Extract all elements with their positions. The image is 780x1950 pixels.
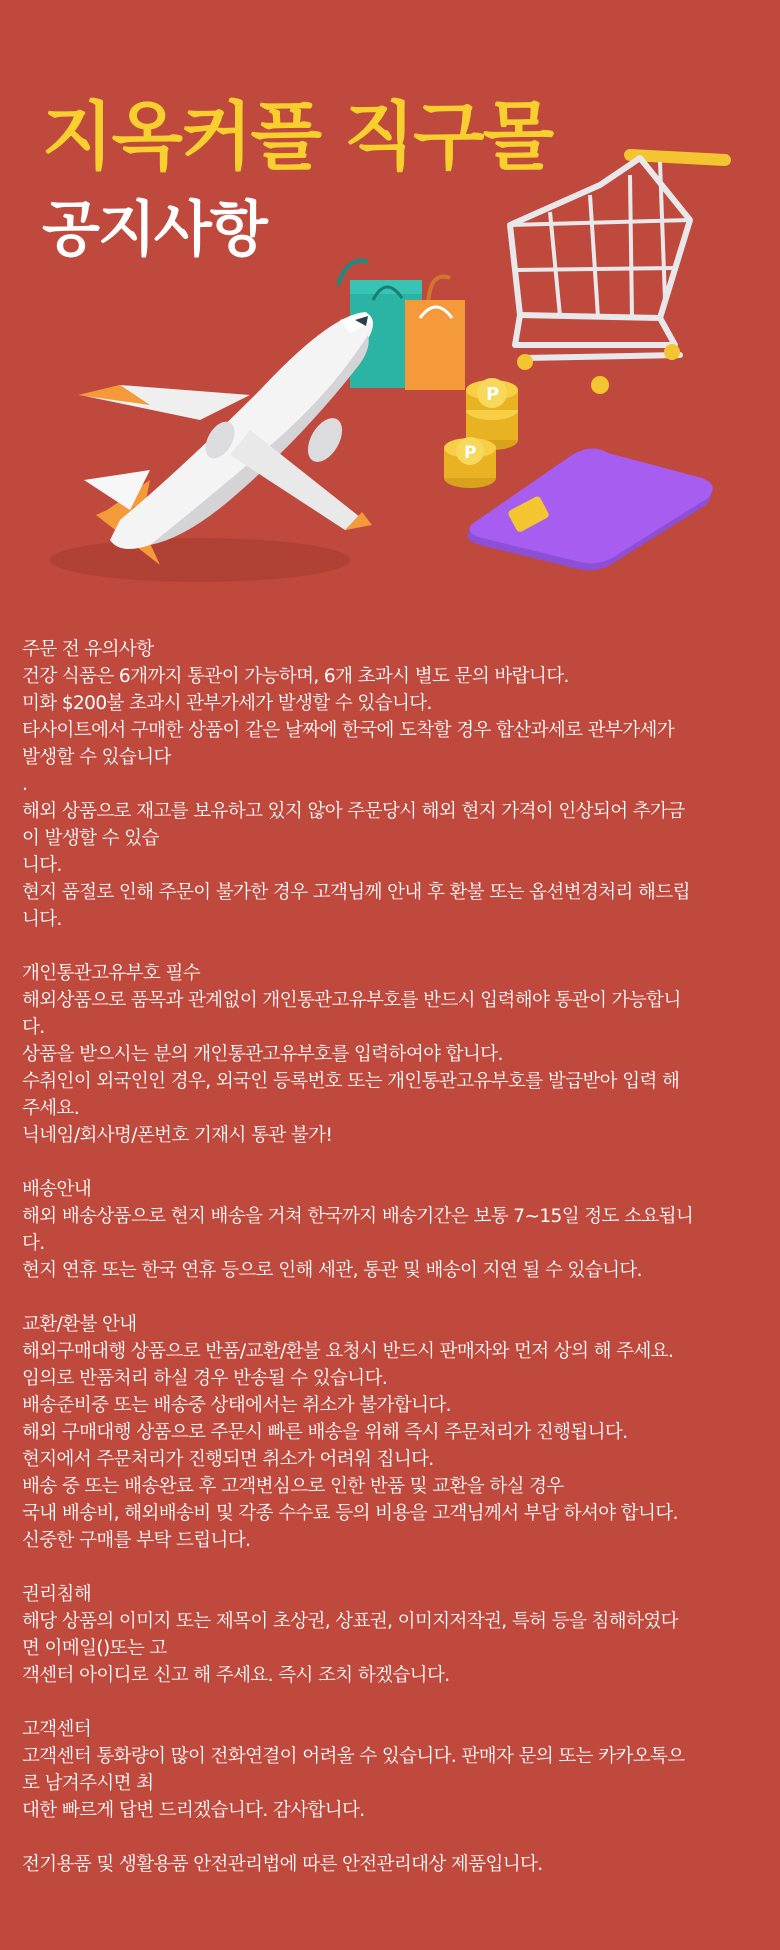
notice-line: 현지에서 주문처리가 진행되면 취소가 어려워 집니다. xyxy=(22,1449,434,1470)
notice-line: 상품을 받으시는 분의 개인통관고유부호를 입력하여야 합니다. xyxy=(22,1044,503,1065)
credit-card-icon xyxy=(468,448,713,570)
section-heading: 배송안내 xyxy=(22,1179,92,1200)
notice-line: 미화 $200불 초과시 관부가세가 발생할 수 있습니다. xyxy=(22,693,432,714)
section-spacer xyxy=(22,1689,766,1716)
section-heading: 권리침해 xyxy=(22,1584,92,1605)
notice-line: 이 발생할 수 있습 xyxy=(22,828,159,849)
notice-section xyxy=(22,1851,766,1878)
section-spacer xyxy=(22,1824,766,1851)
notice-section xyxy=(22,960,766,1149)
notice-line: 다. xyxy=(22,1017,45,1038)
coin-letter: P xyxy=(464,443,477,463)
section-heading: 개인통관고유부호 필수 xyxy=(22,963,200,984)
notice-line: 해외 상품으로 재고를 보유하고 있지 않아 주문당시 해외 현지 가격이 인상되어 추가금 xyxy=(22,801,685,822)
notice-line: 배송준비중 또는 배송중 상태에서는 취소가 불가합니다. xyxy=(22,1395,451,1416)
section-heading: 전기용품 및 생활용품 안전관리법에 따른 안전관리대상 제품입니다. xyxy=(22,1854,543,1875)
section-heading: 고객센터 xyxy=(22,1719,92,1740)
notice-line: 로 남겨주시면 최 xyxy=(22,1773,154,1794)
notice-line: . xyxy=(22,774,28,795)
notice-line: 대한 빠르게 답변 드리겠습니다. 감사합니다. xyxy=(22,1800,365,1821)
notice-line: 객센터 아이디로 신고 해 주세요. 즉시 조치 하겠습니다. xyxy=(22,1665,450,1686)
section-spacer xyxy=(22,1284,766,1311)
notice-line: 해외 배송상품으로 현지 배송을 거쳐 한국까지 배송기간은 보통 7~15일 정도 소요됩니 xyxy=(22,1206,694,1227)
notice-line: 발생할 수 있습니다 xyxy=(22,747,171,768)
notice-line: 해외구매대행 상품으로 반품/교환/환불 요청시 반드시 판매자와 먼저 상의 해 주세요. xyxy=(22,1341,674,1362)
notice-line: 해외 구매대행 상품으로 주문시 빠른 배송을 위해 즉시 주문처리가 진행됩니다. xyxy=(22,1422,628,1443)
shopping-cart-icon xyxy=(510,155,725,394)
notice-line: 타사이트에서 구매한 상품이 같은 날짜에 한국에 도착할 경우 합산과세로 관부가세가 xyxy=(22,720,675,741)
notice-line: 임의로 반품처리 하실 경우 반송될 수 있습니다. xyxy=(22,1368,388,1389)
airplane-icon xyxy=(78,312,373,565)
banner-title: 지옥커플 직구몰 xyxy=(42,94,553,180)
notice-line: 건강 식품은 6개까지 통관이 가능하며, 6개 초과시 별도 문의 바랍니다. xyxy=(22,666,569,687)
notice-line: 수취인이 외국인인 경우, 외국인 등록번호 또는 개인통관고유부호를 발급받아 입력 해 xyxy=(22,1071,680,1092)
notice-line: 니다. xyxy=(22,909,62,930)
notice-line: 신중한 구매를 부탁 드립니다. xyxy=(22,1530,251,1551)
coin-stack-icon xyxy=(444,378,518,488)
section-spacer xyxy=(22,933,766,960)
section-heading: 주문 전 유의사항 xyxy=(22,639,154,660)
notice-line: 해당 상품의 이미지 또는 제목이 초상권, 상표권, 이미지저작권, 특허 등을 침해하였다 xyxy=(22,1611,678,1632)
notice-line: 해외상품으로 품목과 관계없이 개인통관고유부호를 반드시 입력해야 통관이 가능합니 xyxy=(22,990,681,1011)
plane-shadow xyxy=(50,538,350,582)
notice-line: 다. xyxy=(22,1233,45,1254)
section-heading: 교환/환불 안내 xyxy=(22,1314,137,1335)
notice-section xyxy=(22,1581,766,1689)
notice-section xyxy=(22,1176,766,1284)
section-spacer xyxy=(22,1149,766,1176)
section-spacer xyxy=(22,1554,766,1581)
notice-line: 국내 배송비, 해외배송비 및 각종 수수료 등의 비용을 고객님께서 부담 하셔야 합니다. xyxy=(22,1503,678,1524)
notice-section xyxy=(22,1716,766,1824)
notice-line: 닉네임/회사명/폰번호 기재시 통관 불가! xyxy=(22,1125,333,1146)
notice-line: 고객센터 통화량이 많이 전화연결이 어려울 수 있습니다. 판매자 문의 또는 카카오톡으 xyxy=(22,1746,685,1767)
coin-letter: P xyxy=(486,384,500,405)
notice-line: 배송 중 또는 배송완료 후 고객변심으로 인한 반품 및 교환을 하실 경우 xyxy=(22,1476,564,1497)
hero-illustration xyxy=(0,0,780,620)
notice-line: 주세요. xyxy=(22,1098,80,1119)
banner-subtitle: 공지사항 xyxy=(42,195,266,265)
notice-line: 니다. xyxy=(22,855,62,876)
notice-body xyxy=(22,636,766,1878)
hero-banner xyxy=(0,0,780,620)
notice-section xyxy=(22,636,766,933)
notice-line: 현지 연휴 또는 한국 연휴 등으로 인해 세관, 통관 및 배송이 지연 될 수 있습니다. xyxy=(22,1260,642,1281)
notice-line: 면 이메일()또는 고 xyxy=(22,1638,167,1659)
notice-section xyxy=(22,1311,766,1554)
notice-line: 현지 품절로 인해 주문이 불가한 경우 고객님께 안내 후 환불 또는 옵션변경처리 해드립 xyxy=(22,882,690,903)
